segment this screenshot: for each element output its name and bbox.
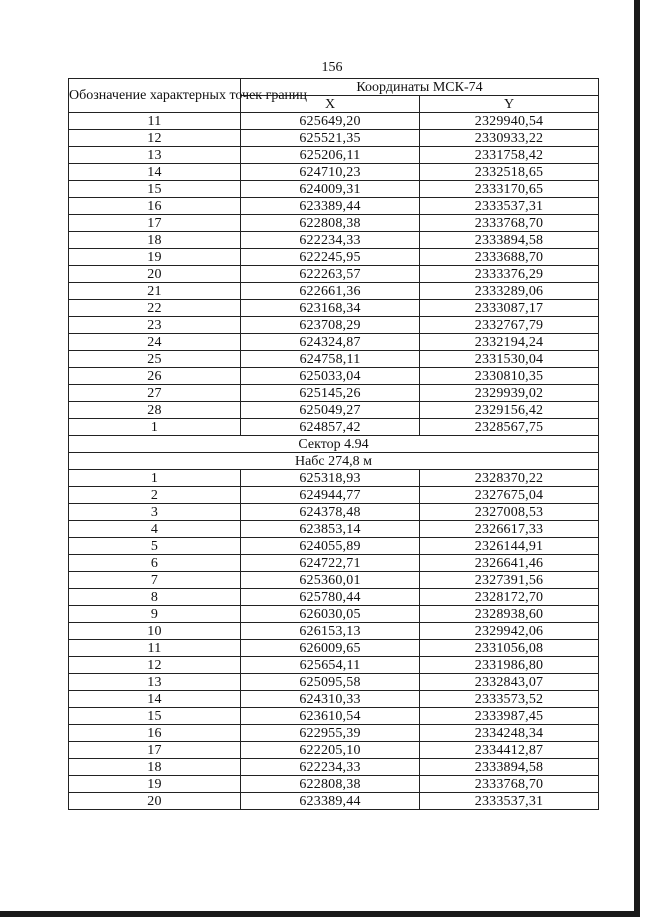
x-coordinate-cell: 625521,35: [241, 130, 420, 147]
y-coordinate-cell: 2326617,33: [420, 521, 599, 538]
table-row: [69, 725, 599, 742]
table-row: [69, 674, 599, 691]
table-row: [69, 589, 599, 606]
point-cell: 16: [69, 725, 241, 742]
table-row: [69, 249, 599, 266]
table-row: [69, 606, 599, 623]
table-row: [69, 640, 599, 657]
table-row: [69, 215, 599, 232]
y-coordinate-cell: 2327391,56: [420, 572, 599, 589]
point-cell: 2: [69, 487, 241, 504]
y-coordinate-cell: 2333087,17: [420, 300, 599, 317]
point-cell: 1: [69, 470, 241, 487]
table-row: [69, 793, 599, 810]
header-y: Y: [420, 96, 599, 113]
point-cell: 21: [69, 283, 241, 300]
x-coordinate-cell: 622808,38: [241, 215, 420, 232]
x-coordinate-cell: 625095,58: [241, 674, 420, 691]
table-row: [69, 147, 599, 164]
x-coordinate-cell: 624009,31: [241, 181, 420, 198]
point-cell: 13: [69, 674, 241, 691]
x-coordinate-cell: 625145,26: [241, 385, 420, 402]
x-coordinate-cell: 625033,04: [241, 368, 420, 385]
table-row: [69, 504, 599, 521]
table-row: [69, 419, 599, 436]
section-header: [69, 436, 599, 470]
y-coordinate-cell: 2331986,80: [420, 657, 599, 674]
y-coordinate-cell: 2331056,08: [420, 640, 599, 657]
table-row: [69, 555, 599, 572]
x-coordinate-cell: 623389,44: [241, 793, 420, 810]
point-cell: 5: [69, 538, 241, 555]
x-coordinate-cell: 625318,93: [241, 470, 420, 487]
table-row: [69, 623, 599, 640]
point-cell: 11: [69, 113, 241, 130]
x-coordinate-cell: 624944,77: [241, 487, 420, 504]
x-coordinate-cell: 624710,23: [241, 164, 420, 181]
x-coordinate-cell: 625649,20: [241, 113, 420, 130]
page-number: 156: [321, 60, 343, 75]
y-coordinate-cell: 2333894,58: [420, 232, 599, 249]
point-cell: 17: [69, 215, 241, 232]
y-coordinate-cell: 2333688,70: [420, 249, 599, 266]
table-row: [69, 691, 599, 708]
y-coordinate-cell: 2331530,04: [420, 351, 599, 368]
table-row: [69, 181, 599, 198]
y-coordinate-cell: 2332843,07: [420, 674, 599, 691]
table-row: [69, 351, 599, 368]
x-coordinate-cell: 623168,34: [241, 300, 420, 317]
table-row: [69, 300, 599, 317]
point-cell: 18: [69, 232, 241, 249]
point-cell: 11: [69, 640, 241, 657]
point-cell: 26: [69, 368, 241, 385]
x-coordinate-cell: 624055,89: [241, 538, 420, 555]
point-cell: 19: [69, 249, 241, 266]
x-coordinate-cell: 626009,65: [241, 640, 420, 657]
point-cell: 28: [69, 402, 241, 419]
table-row: [69, 232, 599, 249]
table-row: [69, 334, 599, 351]
point-cell: 16: [69, 198, 241, 215]
table-row: [69, 198, 599, 215]
x-coordinate-cell: 622234,33: [241, 759, 420, 776]
table-row: [69, 657, 599, 674]
table-row: [69, 164, 599, 181]
table-row: [69, 317, 599, 334]
y-coordinate-cell: 2329940,54: [420, 113, 599, 130]
y-coordinate-cell: 2333289,06: [420, 283, 599, 300]
y-coordinate-cell: 2328938,60: [420, 606, 599, 623]
point-cell: 12: [69, 657, 241, 674]
point-cell: 12: [69, 130, 241, 147]
x-coordinate-cell: 624378,48: [241, 504, 420, 521]
table-row: [69, 487, 599, 504]
y-coordinate-cell: 2333376,29: [420, 266, 599, 283]
table-row: [69, 266, 599, 283]
y-coordinate-cell: 2333537,31: [420, 198, 599, 215]
point-cell: 4: [69, 521, 241, 538]
x-coordinate-cell: 623853,14: [241, 521, 420, 538]
point-cell: 13: [69, 147, 241, 164]
y-coordinate-cell: 2333768,70: [420, 215, 599, 232]
point-cell: 18: [69, 759, 241, 776]
section-title: Сектор 4.94: [69, 436, 599, 453]
point-cell: 14: [69, 691, 241, 708]
y-coordinate-cell: 2328567,75: [420, 419, 599, 436]
y-coordinate-cell: 2328172,70: [420, 589, 599, 606]
table-row: [69, 742, 599, 759]
section-subtitle: Набс 274,8 м: [69, 453, 599, 470]
point-cell: 19: [69, 776, 241, 793]
x-coordinate-cell: 624722,71: [241, 555, 420, 572]
point-cell: 14: [69, 164, 241, 181]
point-cell: 1: [69, 419, 241, 436]
point-cell: 9: [69, 606, 241, 623]
header-x: X: [241, 96, 420, 113]
y-coordinate-cell: 2333894,58: [420, 759, 599, 776]
y-coordinate-cell: 2330810,35: [420, 368, 599, 385]
point-cell: 15: [69, 181, 241, 198]
y-coordinate-cell: 2327008,53: [420, 504, 599, 521]
point-cell: 3: [69, 504, 241, 521]
y-coordinate-cell: 2328370,22: [420, 470, 599, 487]
x-coordinate-cell: 624324,87: [241, 334, 420, 351]
y-coordinate-cell: 2330933,22: [420, 130, 599, 147]
y-coordinate-cell: 2334248,34: [420, 725, 599, 742]
y-coordinate-cell: 2333170,65: [420, 181, 599, 198]
y-coordinate-cell: 2331758,42: [420, 147, 599, 164]
point-cell: 20: [69, 793, 241, 810]
x-coordinate-cell: 622808,38: [241, 776, 420, 793]
x-coordinate-cell: 624310,33: [241, 691, 420, 708]
table-row: [69, 572, 599, 589]
y-coordinate-cell: 2333537,31: [420, 793, 599, 810]
table-row: [69, 402, 599, 419]
x-coordinate-cell: 626030,05: [241, 606, 420, 623]
y-coordinate-cell: 2332518,65: [420, 164, 599, 181]
table-row: [69, 113, 599, 130]
table-body-part2: [69, 470, 599, 810]
x-coordinate-cell: 622205,10: [241, 742, 420, 759]
scan-edge-bottom: [0, 911, 640, 917]
table-row: [69, 470, 599, 487]
y-coordinate-cell: 2333987,45: [420, 708, 599, 725]
table-row: [69, 538, 599, 555]
point-cell: 23: [69, 317, 241, 334]
point-cell: 27: [69, 385, 241, 402]
y-coordinate-cell: 2326641,46: [420, 555, 599, 572]
point-cell: 17: [69, 742, 241, 759]
y-coordinate-cell: 2333573,52: [420, 691, 599, 708]
x-coordinate-cell: 625360,01: [241, 572, 420, 589]
point-cell: 22: [69, 300, 241, 317]
point-cell: 20: [69, 266, 241, 283]
x-coordinate-cell: 623708,29: [241, 317, 420, 334]
y-coordinate-cell: 2334412,87: [420, 742, 599, 759]
header-coordinates-msk74: Координаты МСК-74: [241, 79, 599, 96]
table-row: [69, 521, 599, 538]
table-row: [69, 385, 599, 402]
x-coordinate-cell: 623389,44: [241, 198, 420, 215]
table-body-part1: [69, 113, 599, 436]
y-coordinate-cell: 2329156,42: [420, 402, 599, 419]
table-row: [69, 283, 599, 300]
table-row: [69, 368, 599, 385]
table-row: [69, 130, 599, 147]
point-cell: 10: [69, 623, 241, 640]
table-row: [69, 776, 599, 793]
point-cell: 24: [69, 334, 241, 351]
y-coordinate-cell: 2333768,70: [420, 776, 599, 793]
x-coordinate-cell: 622955,39: [241, 725, 420, 742]
y-coordinate-cell: 2332194,24: [420, 334, 599, 351]
table-row: [69, 708, 599, 725]
coordinates-table: [68, 78, 599, 810]
table-row: [69, 759, 599, 776]
scan-edge-right: [634, 0, 640, 917]
y-coordinate-cell: 2326144,91: [420, 538, 599, 555]
x-coordinate-cell: 622245,95: [241, 249, 420, 266]
x-coordinate-cell: 626153,13: [241, 623, 420, 640]
y-coordinate-cell: 2329942,06: [420, 623, 599, 640]
y-coordinate-cell: 2329939,02: [420, 385, 599, 402]
x-coordinate-cell: 623610,54: [241, 708, 420, 725]
x-coordinate-cell: 625654,11: [241, 657, 420, 674]
point-cell: 8: [69, 589, 241, 606]
x-coordinate-cell: 622234,33: [241, 232, 420, 249]
x-coordinate-cell: 622263,57: [241, 266, 420, 283]
x-coordinate-cell: 625780,44: [241, 589, 420, 606]
x-coordinate-cell: 624758,11: [241, 351, 420, 368]
x-coordinate-cell: 622661,36: [241, 283, 420, 300]
y-coordinate-cell: 2327675,04: [420, 487, 599, 504]
y-coordinate-cell: 2332767,79: [420, 317, 599, 334]
x-coordinate-cell: 625049,27: [241, 402, 420, 419]
point-cell: 15: [69, 708, 241, 725]
point-cell: 7: [69, 572, 241, 589]
point-cell: 6: [69, 555, 241, 572]
header-point-designation: Обозначение характерных точек границ: [69, 79, 241, 113]
point-cell: 25: [69, 351, 241, 368]
x-coordinate-cell: 624857,42: [241, 419, 420, 436]
x-coordinate-cell: 625206,11: [241, 147, 420, 164]
